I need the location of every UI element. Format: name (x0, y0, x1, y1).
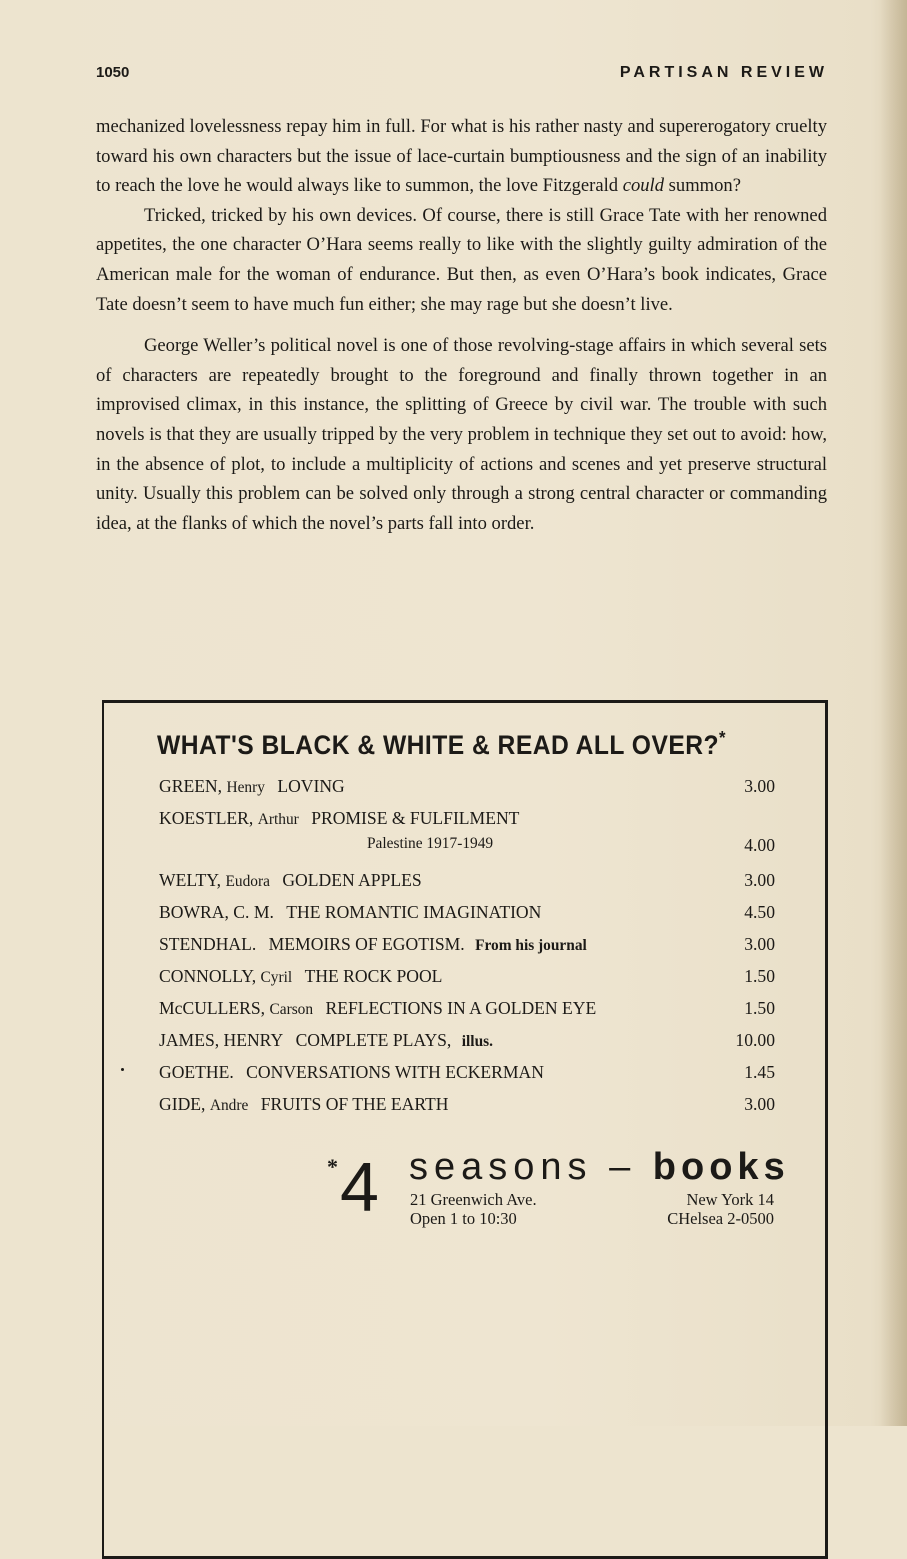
page-number: 1050 (96, 64, 130, 81)
store-address: 21 Greenwich Ave. (410, 1190, 537, 1209)
list-item: WELTY, Eudora GOLDEN APPLES 3.00 (159, 870, 775, 890)
list-item: BOWRA, C. M. THE ROMANTIC IMAGINATION 4.50 (159, 902, 775, 922)
price: 3.00 (744, 1094, 775, 1114)
price: 4.50 (744, 902, 775, 922)
price: 1.45 (744, 1062, 775, 1082)
price: 4.00 (744, 835, 775, 855)
subtitle: Palestine 1917-1949 (367, 835, 494, 852)
store-city: New York 14 (686, 1190, 774, 1209)
price: 1.50 (744, 966, 775, 986)
page-header (96, 64, 828, 88)
store-hours: Open 1 to 10:30 (410, 1209, 517, 1228)
headline-asterisk: * (719, 728, 727, 748)
store-phone: CHelsea 2-0500 (667, 1209, 774, 1228)
bullet-dot (121, 1068, 124, 1071)
article-body (96, 112, 827, 538)
page-edge-shadow (880, 0, 907, 1426)
footer-asterisk: * (327, 1154, 338, 1179)
paragraph-2: Tricked, tricked by his own devices. Of course, there is still Grace Tate with her renowned appetites, the one character O’Hara seems really to like with the slightly guilty admiration of the American male for the woman of endurance. But then, as even O’Hara’s book indicates, Grace Tate doesn’t seem to have much fun either; she may rage but she doesn’t live. (96, 204, 827, 315)
price: 10.00 (735, 1030, 775, 1050)
store-logo-numeral: 4 (340, 1148, 379, 1226)
list-item: KOESTLER, Arthur PROMISE & FULFILMENT Palestine 1917-1949 4.00 (159, 808, 775, 855)
emphasis-could: could (622, 175, 665, 197)
list-item: GIDE, Andre FRUITS OF THE EARTH 3.00 (159, 1094, 775, 1114)
list-item: STENDHAL. MEMOIRS OF EGOTISM. From his journal 3.00 (159, 934, 775, 954)
list-item: CONNOLLY, Cyril THE ROCK POOL 1.50 (159, 966, 775, 986)
price: 3.00 (744, 870, 775, 890)
list-item: GREEN, Henry LOVING 3.00 (159, 776, 775, 796)
paragraph-1: mechanized lovelessness repay him in full. For what is his rather nasty and supererogatory cruelty toward his own characters but the issue of lace-curtain bumptiousness and the sign of an inability to reach the love he would always like to summon, the love Fitzgerald could summon? (96, 116, 827, 197)
list-item: McCULLERS, Carson REFLECTIONS IN A GOLDEN EYE 1.50 (159, 998, 775, 1018)
list-item: JAMES, HENRY COMPLETE PLAYS, illus. 10.00 (159, 1030, 775, 1050)
store-name: seasons – books (409, 1146, 790, 1188)
book-list (159, 776, 775, 1126)
running-head: PARTISAN REVIEW (619, 64, 828, 81)
store-contact (410, 1190, 774, 1228)
ad-headline: WHAT'S BLACK & WHITE & READ ALL OVER?* (157, 728, 727, 760)
price: 3.00 (744, 934, 775, 954)
price: 3.00 (744, 776, 775, 796)
price: 1.50 (744, 998, 775, 1018)
paragraph-3: George Weller’s political novel is one of those revolving-stage affairs in which several sets of characters are repeatedly brought to the foreground and finally thrown together in an improvised climax, in this instance, the splitting of Greece by civil war. The trouble with such novels is that they are usually tripped by the very problem in technique they set out to avoid: how, in the absence of plot, to include a multiplicity of actions and scenes and yet preserve structural unity. Usually this problem can be solved only through a strong central character or commanding idea, at the flanks of which the novel’s parts fall into order. (96, 335, 827, 534)
list-item: GOETHE. CONVERSATIONS WITH ECKERMAN 1.45 (159, 1062, 775, 1082)
